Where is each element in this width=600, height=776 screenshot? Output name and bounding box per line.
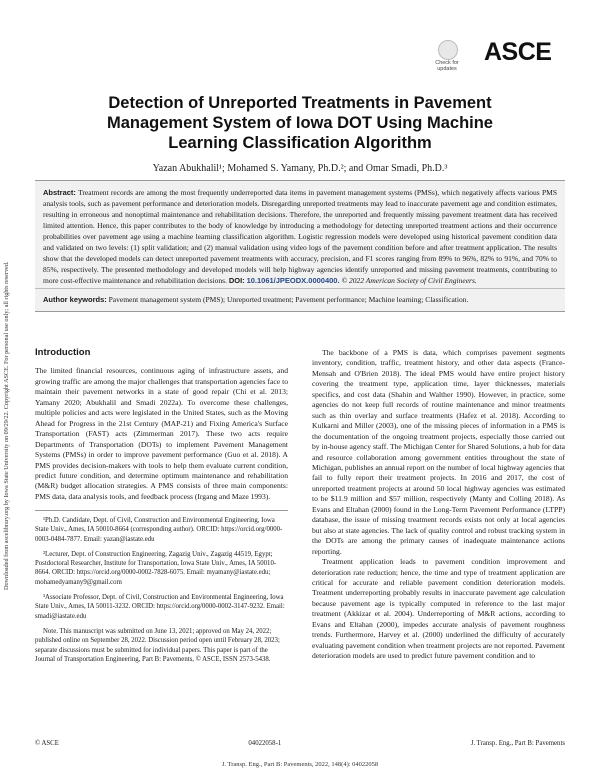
footnote-1: ¹Ph.D. Candidate, Dept. of Civil, Construction and Environmental Engineering, Iowa State Univ., Ames, IA 50010-8664 (corresponding author). ORCID: https://orcid.org/0000-0003-0484-7877. Email: yazan@iastate.edu	[35, 517, 283, 543]
abstract-copyright: © 2022 American Society of Civil Engineers.	[341, 276, 477, 285]
footnote-2: ²Lecturer, Dept. of Construction Engineering, Zagazig Univ., Zagazig 44519, Egypt; Postdoctoral Researcher, Institute for Transportation, Iowa State Univ., Ames, IA 50010-8664. ORCID: https://orcid.org/0000-0002-7828-6075. Email: myamany@iastate.edu; mohamedyamany9@gmail.com	[35, 550, 277, 586]
right-column	[312, 348, 565, 662]
asce-logo-text: ASCE	[484, 38, 552, 66]
asce-logo	[484, 38, 552, 68]
running-footer: J. Transp. Eng., Part B: Pavements, 2022, 148(4): 04022058	[221, 761, 379, 768]
intro-paragraph-right-2: Treatment application leads to pavement condition improvement and deterioration rate reduction; hence, the time and type of treatment application are critical for accurate and reliable pavement condition deterioration models. Treatment underreporting probably results in inaccurate pavement age calculation because pavement age is typically computed in reference to the last major treatment (Akkizar et al. 2004). Underreporting of M&R actions, according to Evans and Eltahan (2000), impedes accurate analysis of pavement roughness trends. Furthermore, Harvey et al. (2000) underlined the difficulty of accurately evaluating pavement condition when treatment projects are not reported. Pavement deterioration models are used to predict future pavement condition and to	[312, 557, 565, 661]
paper-title: Detection of Unreported Treatments in Pavement Management System of Iowa DOT Using Machine Learning Classification Algorithm	[107, 94, 493, 152]
footer-page-number: 04022058-1	[248, 740, 282, 747]
abstract	[35, 187, 565, 286]
footer-copyright: © ASCE	[35, 740, 59, 747]
abstract-label: Abstract:	[43, 188, 76, 197]
keywords-label: Author keywords:	[43, 295, 107, 304]
footnote-note: Note. This manuscript was submitted on June 13, 2021; approved on May 24, 2022; published online on September 28, 2022. Discussion period open until February 28, 2023; separate discussions must be submitted for individual papers. This paper is part of the Journal of Transportation Engineering, Part B: Pavements, © ASCE, ISSN 2573-5438.	[35, 627, 280, 663]
check-updates-icon	[438, 40, 458, 60]
left-column	[35, 348, 288, 502]
abstract-text: Treatment records are among the most frequently underreported data items in pavement management systems (PMSs), which negatively affects various PMS analysis tools, such as pavement performance and deterioration models. Disregarding unreported treatments may lead to inaccurate pavement age and condition estimates, resulting in erroneous and nonoptimal maintenance and rehabilitation decisions. Therefore, the unreported and frequently missing pavement treatment data has received limited attention. Hence, this paper contributes to the body of knowledge by introducing a methodology for detecting unreported treatment actions and their occurrence probabilities over pavement age using a machine learning classification algorithm. Logistic regression models were developed using historical pavement condition data and validated on two levels: (1) split validation; and (2) manual validation using video logs of the pavement condition before and after treatment application. The results show that the developed models can detect unreported pavement treatments with accuracy, precision, and F1 scores ranging from 89% to 96%, 82% to 91%, and 70% to 85%, respectively. The presented methodology and developed models will help highway agencies identify unreported and missing pavement treatments, contributing to more cost-effective maintenance and rehabilitation decisions.	[43, 188, 557, 285]
page-footer	[35, 740, 565, 747]
footnote-3: ³Associate Professor, Dept. of Civil, Construction and Environmental Engineering, Iowa State Univ., Ames, IA 50011-3232. ORCID: https://orcid.org/0000-0002-3147-9232. Email: smadi@iastate.edu	[35, 594, 285, 620]
badge-line1: Check for	[435, 60, 459, 66]
keywords-text: Pavement management system (PMS); Unreported treatment; Pavement performance; Machine learning; Classification.	[108, 295, 469, 304]
intro-paragraph-right-1: The backbone of a PMS is data, which comprises pavement segments inventory, condition, traffic, treatment history, and other data aspects (France-Mensah and O'Brien 2018). The ideal PMS would have entire project history covering the treatment type, application time, layer thicknesses, materials specifics, and cost data (Shahin and Walther 1990). However, in practice, some agencies do not keep full records of routine maintenance and minor treatments such as thin overlay and surface treatments (Hafez et al. 2018). According to Kulkarni and Miller (2003), one of the missing pieces of information in a PMS is the documentation of the ongoing treatment projects, especially those carried out by in-house agency staff. The Michigan Center for Shared Solutions, a hub for data and resource collaboration among government entities throughout the state of Michigan, publishes an annual report on the number of local highway agencies that fail to fully report their treatment projects. In 2016 and 2017, the cost of unreported treatment projects at around 50 local highway agencies was estimated to be $11.9 million and $57 million, respectively (Manty and Colling 2018). As Evans and Eltahan (2000) found in the Long-Term Pavement Performance (LTPP) database, the issue of missing treatment records exists not only at local agencies but also at state agencies. The lack of quality control and robust tracking system in the DOTs are among the primary causes of inadequate maintenance actions reporting.	[312, 348, 565, 556]
download-notice: Downloaded from ascelibrary.org by Iowa State University on 09/29/22. Copyright ASCE. For personal use only; all rights reserved.	[3, 261, 10, 590]
author-line: Yazan Abukhalil¹; Mohamed S. Yamany, Ph.D.²; and Omar Smadi, Ph.D.³	[152, 163, 448, 174]
doi-link[interactable]: 10.1061/JPEODX.0000400.	[246, 276, 340, 285]
badge-line2: updates	[437, 66, 457, 72]
section-heading-introduction: Introduction	[35, 347, 91, 358]
footer-journal: J. Transp. Eng., Part B: Pavements	[470, 740, 565, 747]
check-for-updates-badge[interactable]	[432, 40, 462, 76]
footnotes	[35, 510, 288, 670]
keywords	[35, 288, 565, 305]
abstract-block	[35, 180, 565, 312]
download-sidebar	[0, 160, 14, 590]
intro-paragraph-left: The limited financial resources, continuous aging of infrastructure assets, and growing traffic are among the major challenges that transportation agencies face to maintain their pavement networks in a state of good repair (Chi et al. 2013; Yamany 2020; Abukhalil and Smadi 2022a). To overcome these challenges, multiple policies and acts were legislated in the United States, such as the Moving Ahead for Progress in the 21st Century (MAP-21) and Fixing America's Surface Transportation (FAST) acts (Zimmerman 2017). These two acts require Departments of Transportation (DOTs) to implement Pavement Management Systems (PMSs) in order to improve pavement performance (Guo et al. 2018). A PMS provides decision-makers with tools to help them evaluate current condition, predict future condition, and determine optimum maintenance and rehabilitation (M&R) budget allocation strategies. A PMS consists of three main components: PMS data, data analysis tools, and feedback process (Irgang and Maze 1993).	[35, 366, 288, 501]
doi-label: DOI:	[228, 276, 245, 285]
